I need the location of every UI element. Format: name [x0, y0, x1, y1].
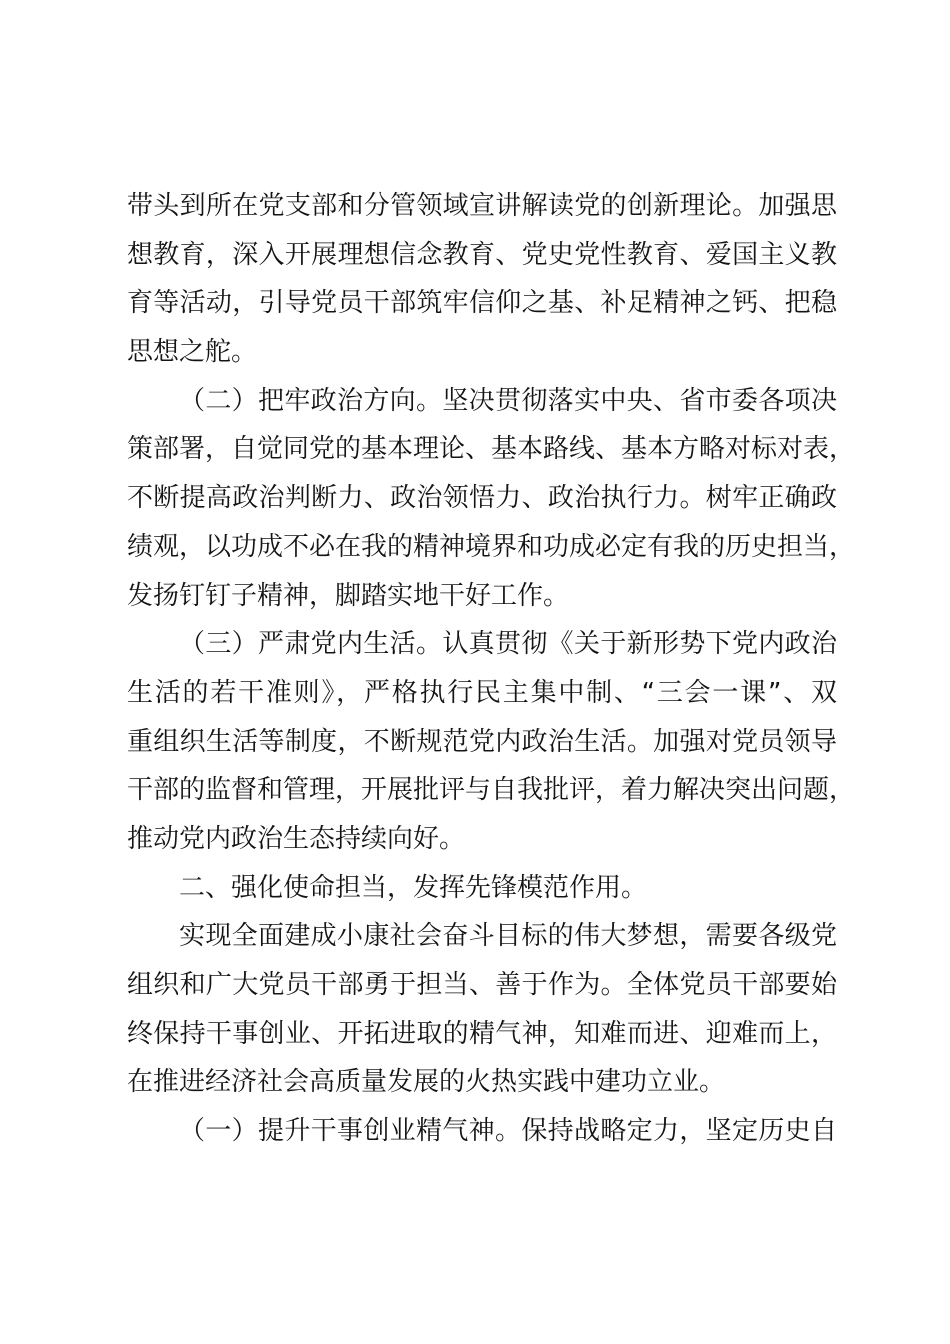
- text-line: 生活的若干准则》，严格执行民主集中制、“三会一课”、双: [127, 677, 837, 708]
- text-line: 想教育，深入开展理想信念教育、党史党性教育、爱国主义教: [127, 239, 837, 270]
- text-line: 不断提高政治判断力、政治领悟力、政治执行力。树牢正确政: [127, 483, 837, 514]
- text-line: 在推进经济社会高质量发展的火热实践中建功立业。: [127, 1067, 726, 1098]
- text-line: （二）把牢政治方向。坚决贯彻落实中央、省市委各项决: [179, 385, 837, 416]
- text-line: 育等活动，引导党员干部筑牢信仰之基、补足精神之钙、把稳: [127, 288, 837, 319]
- text-line: 绩观，以功成不必在我的精神境界和功成必定有我的历史担当，: [127, 531, 856, 562]
- text-line: （一）提升干事创业精气神。保持战略定力，坚定历史自: [179, 1116, 837, 1147]
- text-line: 策部署，自觉同党的基本理论、基本路线、基本方略对标对表，: [127, 434, 856, 465]
- text-line: 组织和广大党员干部勇于担当、善于作为。全体党员干部要始: [127, 970, 837, 1000]
- document-body: [127, 182, 856, 1156]
- text-line: 带头到所在党支部和分管领域宣讲解读党的创新理论。加强思: [127, 191, 837, 221]
- text-line: 思想之舵。: [127, 337, 258, 368]
- text-line: 干部的监督和管理，开展批评与自我批评，着力解决突出问题，: [127, 775, 856, 806]
- text-line: 终保持干事创业、开拓进取的精气神，知难而进、迎难而上，: [127, 1018, 837, 1049]
- text-line: 重组织生活等制度，不断规范党内政治生活。加强对党员领导: [127, 726, 837, 757]
- text-line: 实现全面建成小康社会奋斗目标的伟大梦想，需要各级党: [179, 921, 837, 952]
- text-line: （三）严肃党内生活。认真贯彻《关于新形势下党内政治: [179, 629, 837, 660]
- section-heading: 二、强化使命担当，发挥先锋模范作用。: [179, 872, 648, 903]
- text-line: 推动党内政治生态持续向好。: [127, 823, 466, 854]
- text-line: 发扬钉钉子精神，脚踏实地干好工作。: [127, 580, 570, 611]
